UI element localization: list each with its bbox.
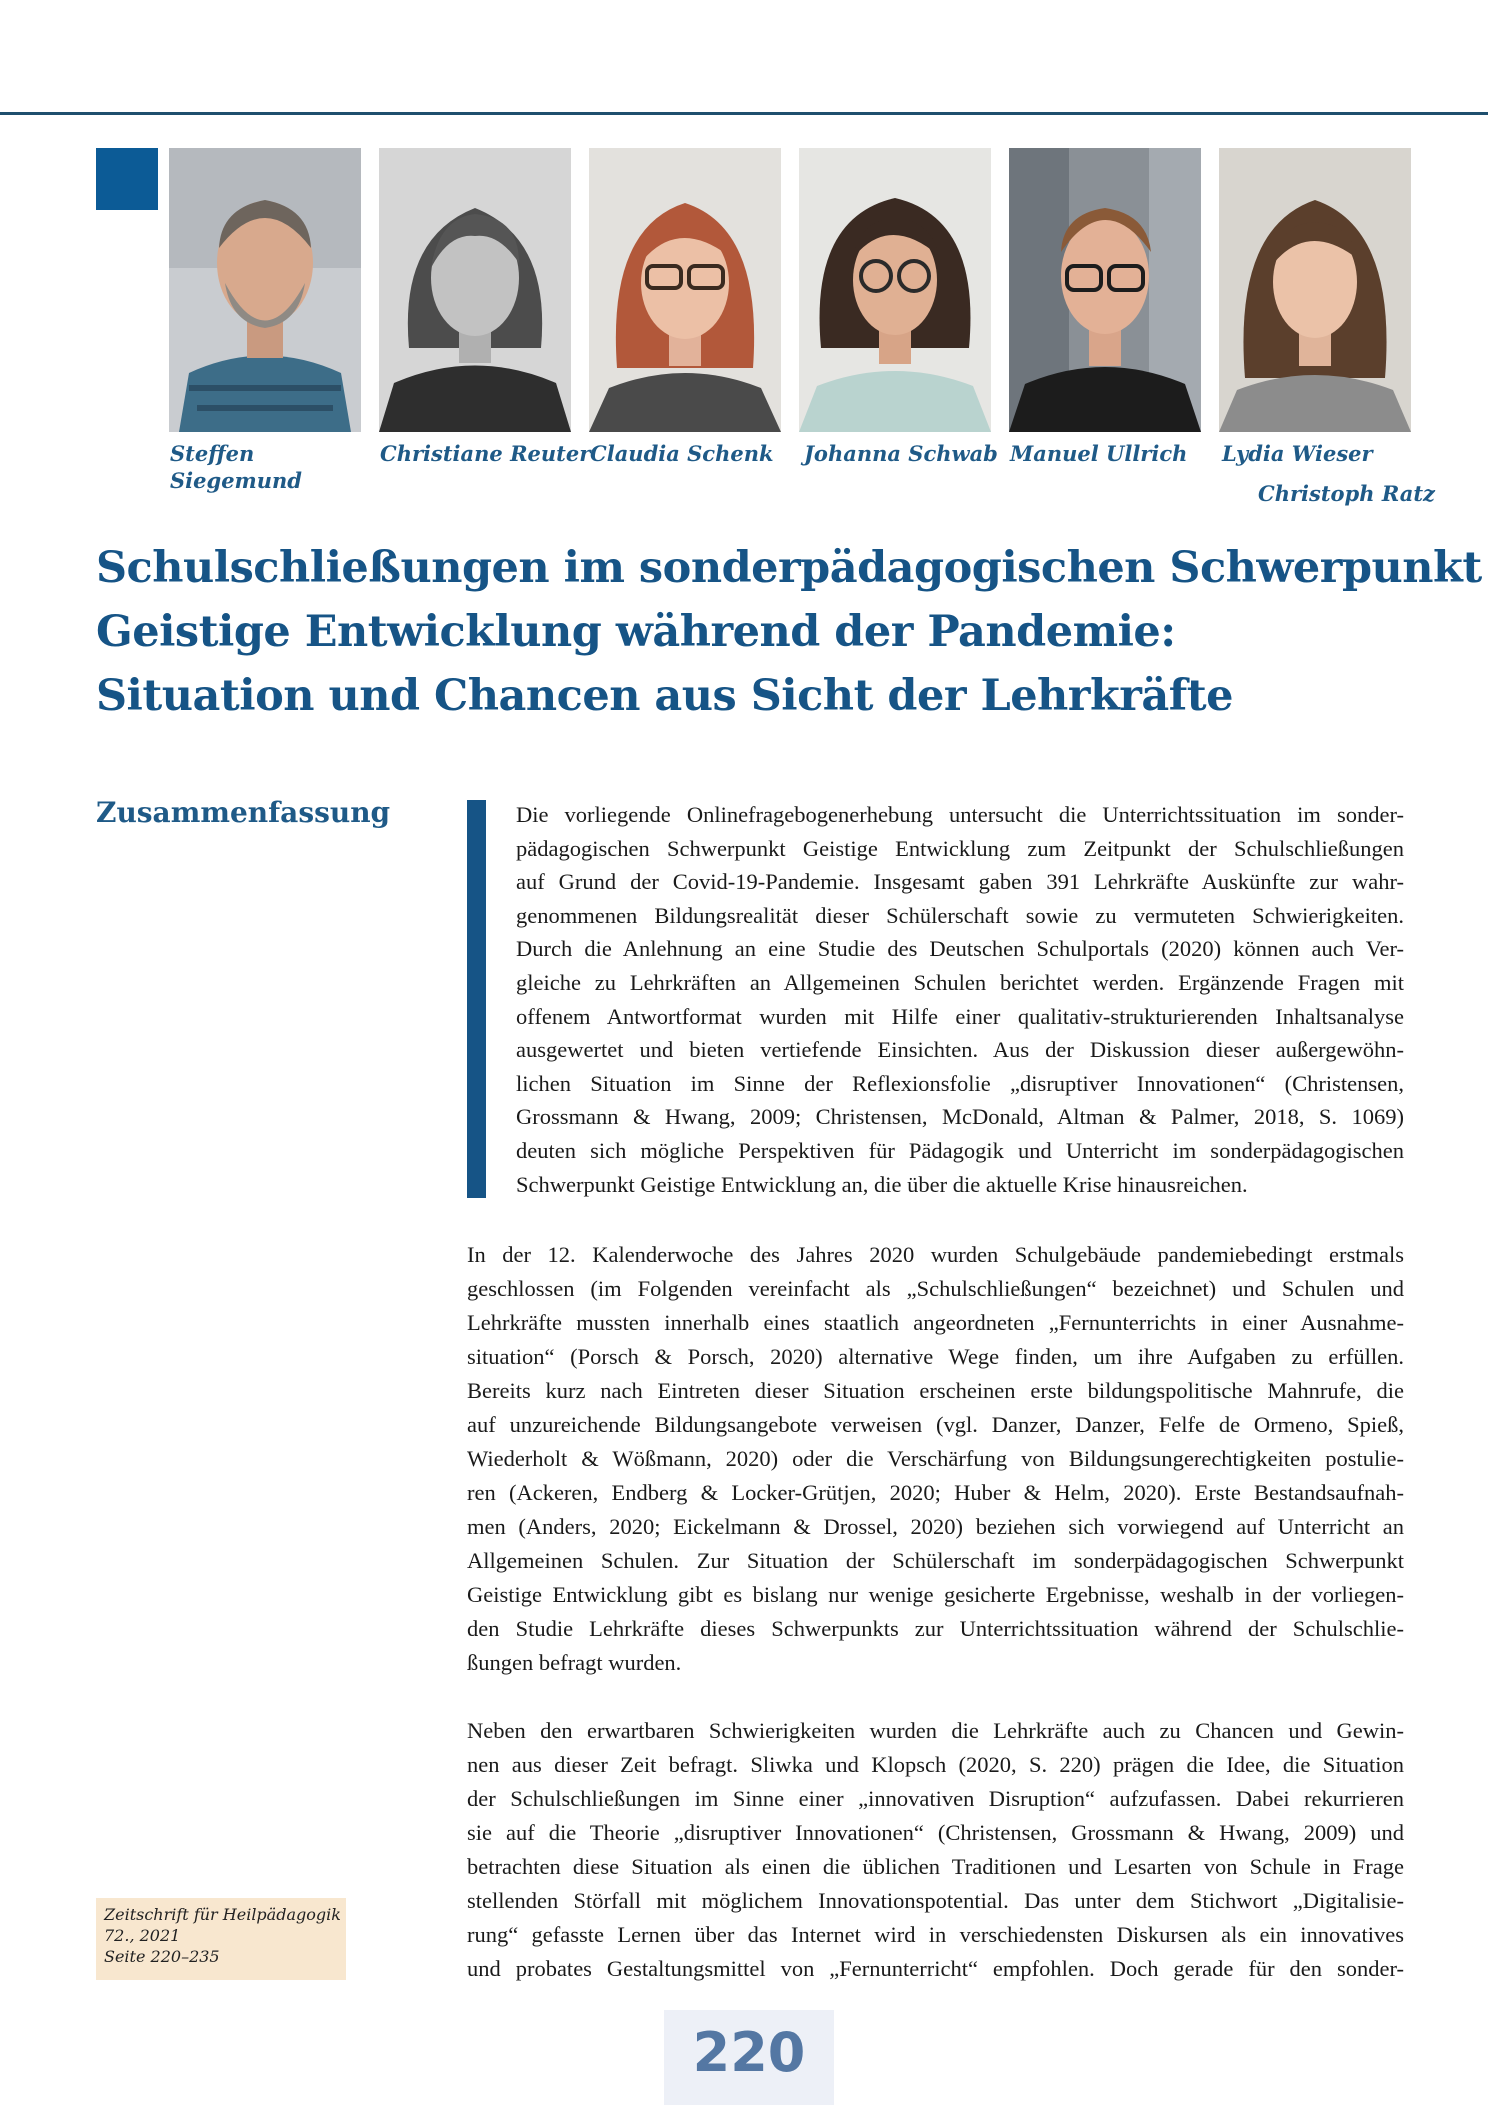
abstract-line: auf Grund der Covid-19-Pandemie. Insgesamt gaben 391 Lehrkräfte Auskünfte zur wahr- xyxy=(516,869,1404,895)
body-line: und probates Gestaltungsmittel von „Fernunterricht“ empfohlen. Doch gerade für den sonder- xyxy=(467,1956,1404,1981)
author-photo-schwab xyxy=(799,148,991,432)
body-line: situation“ (Porsch & Porsch, 2020) alternative Wege finden, um ihre Aufgaben zu erfüllen. xyxy=(467,1344,1404,1369)
body-line: men (Anders, 2020; Eickelmann & Drossel, 2020) beziehen sich vorwiegend auf Unterricht an xyxy=(467,1514,1404,1539)
body-line: geschlossen (im Folgenden vereinfacht als „Schulschließungen“ bezeichnet) und Schulen und xyxy=(467,1276,1404,1301)
author-name: Claudia Schenk xyxy=(590,441,774,466)
body-line: nen aus dieser Zeit befragt. Sliwka und Klopsch (2020, S. 220) prägen die Idee, die Situation xyxy=(467,1752,1404,1777)
section-marker-square xyxy=(96,148,158,210)
body-line: Allgemeinen Schulen. Zur Situation der Schülerschaft im sonderpädagogischen Schwerpunkt xyxy=(467,1548,1404,1573)
author-photo-ullrich xyxy=(1009,148,1201,432)
page-number: 220 xyxy=(664,2010,834,2105)
body-line: den Studie Lehrkräfte dieses Schwerpunkts zur Unterrichtssituation während der Schulschlie- xyxy=(467,1616,1404,1641)
author-photo-schenk xyxy=(589,148,781,432)
body-line: stellenden Störfall mit möglichem Innovationspotential. Das unter dem Stichwort „Digitalisie- xyxy=(467,1888,1404,1913)
author-name: Steffen Siegemund xyxy=(170,441,302,493)
body-line: ßungen befragt wurden. xyxy=(467,1650,682,1675)
author-name: Christoph Ratz xyxy=(1258,481,1435,506)
abstract-line: Die vorliegende Onlinefragebogenerhebung untersucht die Unterrichtssituation im sonder- xyxy=(516,802,1404,827)
top-rule xyxy=(0,112,1488,115)
abstract-line: lichen Situation im Sinne der Reflexionsfolie „disruptiver Innovationen“ (Christensen, xyxy=(516,1070,1404,1096)
body-line: auf unzureichende Bildungsangebote verweisen (vgl. Danzer, Danzer, Felfe de Ormeno, Spieß, xyxy=(467,1412,1404,1437)
author-name: Manuel Ullrich xyxy=(1010,441,1188,466)
abstract-line: Schwerpunkt Geistige Entwicklung an, die über die aktuelle Krise hinausreichen. xyxy=(516,1171,1248,1197)
body-line: betrachten diese Situation als einen die üblichen Traditionen und Lesarten von Schule in Frage xyxy=(467,1854,1404,1879)
journal-pages: Seite 220–235 xyxy=(104,1947,220,1966)
abstract-bar xyxy=(467,800,486,1198)
author-photo-reuter xyxy=(379,148,571,432)
author-name: Christiane Reuter xyxy=(380,441,591,466)
body-line: rung“ gefasste Lernen über das Internet wird in verschiedensten Diskursen als ein innovatives xyxy=(467,1922,1404,1947)
journal-name: Zeitschrift für Heilpädagogik xyxy=(104,1905,341,1924)
body-paragraph-1 xyxy=(467,1238,1404,1680)
abstract-line: Durch die Anlehnung an eine Studie des Deutschen Schulportals (2020) können auch Ver- xyxy=(516,936,1404,962)
author-names xyxy=(0,440,1488,510)
abstract-line: pädagogischen Schwerpunkt Geistige Entwicklung zum Zeitpunkt der Schulschließungen xyxy=(516,835,1404,861)
title-line: Schulschließungen im sonderpädagogischen Schwerpunkt xyxy=(96,543,1482,593)
body-line: Neben den erwartbaren Schwierigkeiten wurden die Lehrkräfte auch zu Chancen und Gewin- xyxy=(467,1718,1404,1743)
body-line: Bereits kurz nach Eintreten dieser Situation erscheinen erste bildungspolitische Mahnrufe, die xyxy=(467,1378,1404,1403)
author-photos xyxy=(169,148,1411,432)
author-photo-siegemund xyxy=(169,148,361,432)
abstract-line: gleiche zu Lehrkräften an Allgemeinen Schulen berichtet werden. Ergänzende Fragen mit xyxy=(516,969,1404,995)
abstract-heading: Zusammenfassung xyxy=(96,796,391,829)
author-name: Johanna Schwab xyxy=(804,441,998,466)
abstract-line: offenem Antwortformat wurden mit Hilfe einer qualitativ-strukturierenden Inhaltsanalyse xyxy=(516,1003,1404,1029)
author-photo-wieser xyxy=(1219,148,1411,432)
body-paragraph-2 xyxy=(467,1714,1404,1986)
body-line: Lehrkräfte mussten innerhalb eines staatlich angeordneten „Fernunterrichts in einer Ausnahme- xyxy=(467,1310,1404,1335)
body-line: ren (Ackeren, Endberg & Locker-Grütjen, 2020; Huber & Helm, 2020). Erste Bestandsaufnah- xyxy=(467,1480,1404,1505)
body-line: der Schulschließungen im Sinne einer „innovativen Disruption“ aufzufassen. Dabei rekurrieren xyxy=(467,1786,1404,1811)
journal-citation-box xyxy=(96,1898,346,1980)
abstract-line: deuten sich mögliche Perspektiven für Pädagogik und Unterricht im sonderpädagogischen xyxy=(516,1137,1404,1163)
abstract-line: ausgewertet und bieten vertiefende Einsichten. Aus der Diskussion dieser außergewöhn- xyxy=(516,1037,1404,1063)
abstract-line: Grossmann & Hwang, 2009; Christensen, McDonald, Altman & Palmer, 2018, S. 1069) xyxy=(516,1104,1404,1130)
abstract-text xyxy=(516,798,1404,1201)
title-line: Situation und Chancen aus Sicht der Lehrkräfte xyxy=(96,671,1233,721)
body-line: sie auf die Theorie „disruptiver Innovationen“ (Christensen, Grossmann & Hwang, 2009) und xyxy=(467,1820,1404,1845)
author-name: Lydia Wieser xyxy=(1222,441,1373,466)
abstract-line: genommenen Bildungsrealität dieser Schülerschaft sowie zu vermuteten Schwierigkeiten. xyxy=(516,902,1404,928)
body-line: In der 12. Kalenderwoche des Jahres 2020 wurden Schulgebäude pandemiebedingt erstmals xyxy=(467,1242,1404,1267)
journal-volume: 72., 2021 xyxy=(104,1926,181,1945)
article-title xyxy=(96,536,1482,728)
body-line: Geistige Entwicklung gibt es bislang nur wenige gesicherte Ergebnisse, weshalb in der vorliegen- xyxy=(467,1582,1404,1607)
title-line: Geistige Entwicklung während der Pandemie: xyxy=(96,607,1176,657)
body-line: Wiederholt & Wößmann, 2020) oder die Verschärfung von Bildungsungerechtigkeiten postulie- xyxy=(467,1446,1404,1471)
